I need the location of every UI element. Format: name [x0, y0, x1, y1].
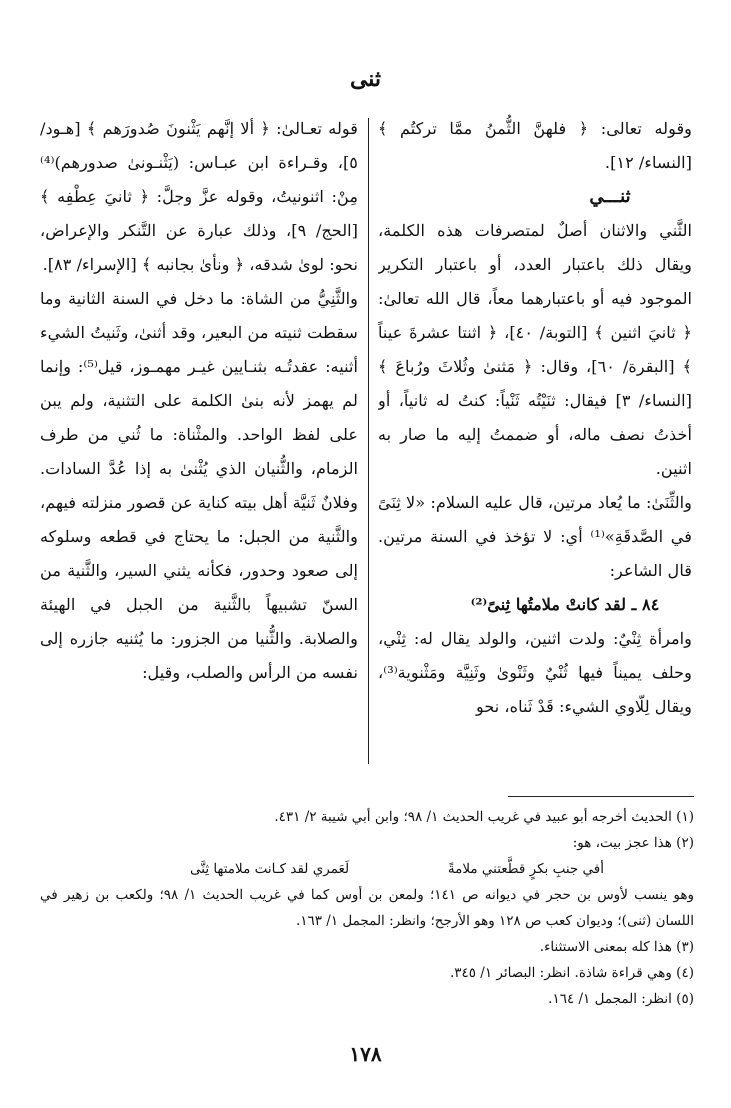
left-column	[40, 112, 358, 767]
right-column	[378, 112, 692, 767]
page-header: ثنى	[349, 66, 382, 92]
entry-para: وقوله تعالى: ﴿ فلهنَّ الثُّمنُ ممَّا تركتُم ﴾ [النساء/ ١٢].	[378, 119, 692, 172]
column-divider	[368, 118, 369, 764]
footnote-line: (٢) هذا عجز بيت، هو:	[572, 835, 694, 851]
entry-para: قوله تعـالىٰ: ﴿ ألا إنَّهم يَثْنونَ صُدورَهم ﴾ [هـود/ ٥]، وقـراءة ابن عبـاس: (يَثْنـونىٰ صدورهم)⁽⁴⁾ مِنْ: اثنونيتُ، وقوله عزَّ وجلَّ: ﴿ ثانيَ عِطْفِه ﴾ [الحج/ ٩]، وذلك عبارة عن التَّنكر والإعراض، نحو: لوىٰ شدقه، ﴿ ونأىٰ بجانبه ﴾ [الإسراء/ ٨٣].	[40, 119, 358, 274]
entry-para: والثَّنِيُّ من الشاة: ما دخل في السنة الثانية وما سقطت ثنيته من البعير، وقد أثنىٰ، وثَنيتُ الشيء أثنيه: عقدتُـه بثنـايين غيـر مهمـوز، قيل⁽⁵⁾: وإنما لم يهمز لأنه بنىٰ الكلمة على التثنية، ولم يبن على لفظ الواحد. والمثْناة: ما ثُني من طرف الزمام، والثُّنيان الذي يُثْنىٰ به إذا عُدَّ السادات. وفلانٌ ثَنيَّة أهل بيته كناية عن قصور منزلته فيهم، والثَّنية من الجبل: ما يحتاج في قطعه وسلوكه إلى صعود وحدور، فكأنه يثني السير، والثَّنية من السنّ تشبيهاً بالثَّنية من الجبل في الهيئة والصلابة. والثُّنيا من الجزور: ما يُثنيه جازره إلى نفسه من الرأس والصلب، وقيل:	[40, 289, 358, 682]
footnote-poem	[40, 856, 694, 882]
page-number: ١٧٨	[349, 1042, 382, 1066]
poem-hemistich: لَعَمري لقد كـانت ملامتها ثِنَّى	[190, 861, 350, 877]
footnote-line: (٣) هذا كله بمعنى الاستثناء.	[539, 939, 694, 955]
footnotes	[40, 804, 694, 1012]
poem-hemistich: أفي جنبِ بكرٍ قطَّعتني ملامةً	[447, 861, 604, 877]
entry-heading: ثنـــي	[589, 186, 631, 207]
footnote-rule	[508, 796, 694, 797]
footnote-line: (٤) وهي قراءة شاذة. انظر: البصائر ١/ ٣٤٥.	[449, 965, 694, 981]
footnote-line: وهو ينسب لأوس بن حجر في ديوانه ص ١٤١؛ ولمعن بن أوس كما في غريب الحديث ١/ ٩٨؛ ولكعب بن زهير في اللسان (ثنى)؛ وديوان كعب ص ١٢٨ وهو الأرجح؛ وانظر: المجمل ١/ ١٦٣.	[40, 887, 694, 929]
footnote-line: (١) الحديث أخرجه أبو عبيد في غريب الحديث ١/ ٩٨؛ وابن أبي شيبة ٢/ ٤٣١.	[274, 809, 694, 825]
entry-para: الثَّني والاثنان أصلٌ لمتصرفات هذه الكلمة، ويقال ذلك باعتبار العدد، أو باعتبار التكرير الموجود فيه أو باعتبارهما معاً، قال الله تعالىٰ: ﴿ ثانيَ اثنين ﴾ [التوبة/ ٤٠]، ﴿ اثنتا عشرةَ عيناً ﴾ [البقرة/ ٦٠]، وقال: ﴿ مَثنىٰ وثُلاثَ ورُباعَ ﴾ [النساء/ ٣] فيقال: ثنَيْتُه ثَنْياً: كنتُ له ثانياً، أو أخذتُ نصف ماله، أو ضممتُ إليه ما صار به اثنين.	[378, 221, 692, 478]
entry-para: وامرأة ثِنْيٌ: ولدت اثنين، والولد يقال له: ثِنْي، وحلف يميناً فيها ثُنْيٌ وثَنْوىٰ وثَنِيَّة ومَثْنوية⁽³⁾، ويقال لِلّاوي الشيء: قَدْ ثَناه، نحو	[378, 629, 692, 716]
footnote-line: (٥) انظر: المجمل ١/ ١٦٤.	[548, 991, 694, 1007]
entry-verse: ٨٤ ـ لقد كانتْ ملامتُها ثِنىً⁽²⁾	[470, 595, 660, 614]
entry-para: والثِّنَىٰ: ما يُعاد مرتين، قال عليه السلام: «لا ثِنَىً في الصَّدقَةِ»⁽¹⁾ أي: لا تؤخذ في السنة مرتين. قال الشاعر:	[378, 493, 692, 580]
